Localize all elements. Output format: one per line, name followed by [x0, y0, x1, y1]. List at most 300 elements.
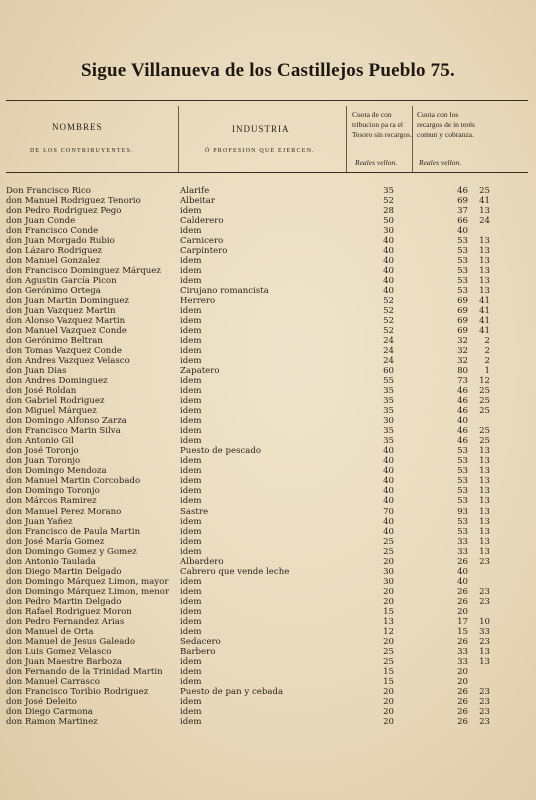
industry: Sedacero	[180, 636, 221, 647]
cuota-recargos-fraction: 2	[484, 336, 490, 347]
industry: Barbero	[180, 646, 216, 657]
cuota-recargos: 46	[457, 406, 468, 417]
industry: idem	[180, 576, 202, 587]
header-unit-2: Reales vellon.	[419, 158, 462, 167]
contributor-name: don Ramon Martinez	[6, 716, 98, 727]
cuota-tesoro: 15	[383, 676, 394, 687]
cuota-tesoro: 40	[383, 446, 394, 457]
table-row	[0, 426, 536, 436]
contributor-name: don José Deleito	[6, 696, 77, 707]
cuota-tesoro: 52	[383, 316, 394, 327]
cuota-recargos-fraction: 23	[479, 706, 490, 717]
cuota-recargos: 53	[457, 526, 468, 537]
cuota-recargos-fraction: 23	[479, 596, 490, 607]
cuota-recargos-fraction: 13	[479, 206, 490, 217]
cuota-recargos-fraction: 23	[479, 586, 490, 597]
cuota-recargos-fraction: 23	[479, 556, 490, 567]
industry: idem	[180, 416, 202, 427]
cuota-tesoro: 30	[383, 226, 394, 237]
cuota-recargos-fraction: 25	[479, 426, 490, 437]
cuota-recargos-fraction: 13	[479, 506, 490, 517]
contributor-name: don Pedro Rodriguez Pego	[6, 206, 122, 217]
cuota-recargos: 32	[457, 336, 468, 347]
table-row	[0, 346, 536, 356]
industry: Calderero	[180, 216, 224, 227]
cuota-tesoro: 35	[383, 406, 394, 417]
cuota-recargos-fraction: 13	[479, 446, 490, 457]
cuota-recargos: 26	[457, 686, 468, 697]
contributor-name: don Juan Martin Dominguez	[6, 296, 129, 307]
cuota-tesoro: 20	[383, 556, 394, 567]
industry: idem	[180, 206, 202, 217]
table-row	[0, 587, 536, 597]
industry: idem	[180, 436, 202, 447]
industry: idem	[180, 696, 202, 707]
cuota-recargos-fraction: 13	[479, 466, 490, 477]
cuota-recargos-fraction: 25	[479, 186, 490, 196]
table-row	[0, 216, 536, 226]
cuota-recargos-fraction: 41	[479, 306, 490, 317]
contributor-name: don Juan Toronjo	[6, 456, 81, 467]
table-row	[0, 567, 536, 577]
contributor-name: don Manuel Gonzalez	[6, 256, 101, 267]
cuota-recargos: 26	[457, 706, 468, 717]
cuota-tesoro: 50	[383, 216, 394, 227]
industry: idem	[180, 396, 202, 407]
cuota-tesoro: 40	[383, 486, 394, 497]
cuota-recargos: 53	[457, 456, 468, 467]
table-row	[0, 627, 536, 637]
table-row	[0, 517, 536, 527]
industry: idem	[180, 336, 202, 347]
header-unit-1: Reales vellon.	[355, 158, 398, 167]
table-row	[0, 306, 536, 316]
cuota-recargos: 53	[457, 486, 468, 497]
industry: idem	[180, 476, 202, 487]
cuota-tesoro: 30	[383, 576, 394, 587]
contributor-name: don Juan Yañez	[6, 516, 73, 527]
table-row	[0, 486, 536, 496]
contributor-name: don Francisco Toribio Rodriguez	[6, 686, 149, 697]
cuota-recargos: 69	[457, 316, 468, 327]
cuota-tesoro: 35	[383, 386, 394, 397]
cuota-recargos: 46	[457, 186, 468, 196]
contributor-name: don Juan Morgado Rubio	[6, 236, 115, 247]
table-row	[0, 236, 536, 246]
industry: idem	[180, 586, 202, 597]
contributor-name: don Manuel Carrasco	[6, 676, 100, 687]
table-row	[0, 276, 536, 286]
cuota-tesoro: 40	[383, 276, 394, 287]
table-row	[0, 226, 536, 236]
industry: idem	[180, 546, 202, 557]
cuota-tesoro: 40	[383, 456, 394, 467]
header-industria: INDUSTRIA	[232, 124, 290, 134]
cuota-recargos-fraction: 13	[479, 456, 490, 467]
industry: Puesto de pan y cebada	[180, 686, 284, 697]
cuota-recargos: 69	[457, 196, 468, 207]
industry: idem	[180, 276, 202, 287]
cuota-tesoro: 40	[383, 476, 394, 487]
industry: idem	[180, 466, 202, 477]
cuota-tesoro: 15	[383, 666, 394, 677]
table-row	[0, 496, 536, 506]
cuota-tesoro: 20	[383, 706, 394, 717]
table-row	[0, 416, 536, 426]
table-row	[0, 376, 536, 386]
cuota-tesoro: 24	[383, 346, 394, 357]
table-row	[0, 476, 536, 486]
contributor-name: don Manuel Perez Morano	[6, 506, 122, 517]
table-row	[0, 647, 536, 657]
cuota-tesoro: 40	[383, 236, 394, 247]
cuota-tesoro: 20	[383, 716, 394, 727]
industry: idem	[180, 536, 202, 547]
cuota-recargos: 33	[457, 646, 468, 657]
contributor-name: don Domingo Gomez y Gomez	[6, 546, 137, 557]
industry: Sastre	[180, 506, 209, 517]
contributor-name: don Lázaro Rodriguez	[6, 246, 103, 257]
contributor-name: don Manuel de Jesus Galeado	[6, 636, 136, 647]
industry: idem	[180, 226, 202, 237]
table-row	[0, 386, 536, 396]
cuota-recargos: 26	[457, 716, 468, 727]
cuota-recargos-fraction: 25	[479, 386, 490, 397]
table-row	[0, 717, 536, 727]
cuota-recargos-fraction: 13	[479, 276, 490, 287]
cuota-tesoro: 40	[383, 286, 394, 297]
cuota-recargos-fraction: 2	[484, 356, 490, 367]
cuota-recargos: 93	[457, 506, 468, 517]
cuota-recargos-fraction: 41	[479, 296, 490, 307]
cuota-recargos-fraction: 13	[479, 266, 490, 277]
header-cuota-recargos: Cuota con los recargos de in terés comun y cobranza.	[417, 110, 475, 139]
cuota-recargos: 32	[457, 356, 468, 367]
table-row	[0, 446, 536, 456]
cuota-recargos-fraction: 13	[479, 516, 490, 527]
industry: Carnicero	[180, 236, 224, 247]
industry: idem	[180, 406, 202, 417]
industry: idem	[180, 316, 202, 327]
cuota-recargos: 17	[457, 616, 468, 627]
cuota-recargos: 69	[457, 306, 468, 317]
cuota-recargos-fraction: 41	[479, 196, 490, 207]
contributor-name: don Francisco de Paula Martin	[6, 526, 141, 537]
industry: idem	[180, 716, 202, 727]
industry: Cirujano romancista	[180, 286, 269, 297]
cuota-tesoro: 20	[383, 586, 394, 597]
industry: idem	[180, 426, 202, 437]
industry: Herrero	[180, 296, 216, 307]
cuota-recargos-fraction: 13	[479, 476, 490, 487]
cuota-recargos: 46	[457, 396, 468, 407]
contributor-name: don Miguel Márquez	[6, 406, 97, 417]
cuota-recargos-fraction: 23	[479, 636, 490, 647]
industry: idem	[180, 256, 202, 267]
contributor-name: don José Roldan	[6, 386, 77, 397]
table-row	[0, 577, 536, 587]
cuota-recargos: 32	[457, 346, 468, 357]
industry: idem	[180, 386, 202, 397]
cuota-recargos-fraction: 13	[479, 536, 490, 547]
cuota-tesoro: 13	[383, 616, 394, 627]
cuota-recargos-fraction: 13	[479, 656, 490, 667]
table-row	[0, 697, 536, 707]
cuota-tesoro: 40	[383, 246, 394, 257]
table-row	[0, 196, 536, 206]
table-row	[0, 316, 536, 326]
cuota-recargos-fraction: 13	[479, 286, 490, 297]
contributor-name: don Pedro Fernandez Arias	[6, 616, 125, 627]
cuota-tesoro: 52	[383, 196, 394, 207]
cuota-recargos-fraction: 13	[479, 546, 490, 557]
cuota-recargos-fraction: 33	[479, 626, 490, 637]
table-row	[0, 436, 536, 446]
cuota-tesoro: 35	[383, 436, 394, 447]
contributor-name: don Juan Conde	[6, 216, 76, 227]
contributor-name: don José Toronjo	[6, 446, 79, 457]
cuota-tesoro: 20	[383, 696, 394, 707]
contributor-name: don Domingo Alfonso Zarza	[6, 416, 127, 427]
cuota-recargos-fraction: 25	[479, 396, 490, 407]
table-row	[0, 687, 536, 697]
cuota-recargos-fraction: 23	[479, 696, 490, 707]
contributor-name: don Andres Vazquez Velasco	[6, 356, 130, 367]
cuota-recargos: 53	[457, 266, 468, 277]
cuota-tesoro: 40	[383, 526, 394, 537]
page-title: Sigue Villanueva de los Castillejos Pueblo 75.	[81, 60, 455, 81]
cuota-tesoro: 40	[383, 466, 394, 477]
cuota-recargos-fraction: 1	[484, 366, 490, 377]
cuota-tesoro: 25	[383, 536, 394, 547]
header-bottom-rule	[6, 172, 528, 173]
cuota-recargos: 53	[457, 246, 468, 257]
cuota-recargos: 46	[457, 436, 468, 447]
table-row	[0, 286, 536, 296]
table-row	[0, 246, 536, 256]
cuota-tesoro: 15	[383, 606, 394, 617]
industry: Albardero	[180, 556, 224, 567]
cuota-recargos: 46	[457, 386, 468, 397]
contributor-name: don Pedro Martin Delgado	[6, 596, 122, 607]
industry: Cabrero que vende leche	[180, 566, 290, 577]
cuota-tesoro: 25	[383, 546, 394, 557]
cuota-tesoro: 24	[383, 336, 394, 347]
cuota-tesoro: 60	[383, 366, 394, 377]
cuota-recargos: 33	[457, 656, 468, 667]
cuota-recargos-fraction: 23	[479, 716, 490, 727]
cuota-recargos: 53	[457, 446, 468, 457]
contributor-name: don Diego Martin Delgado	[6, 566, 122, 577]
contributor-name: don Fernando de la Trinidad Martin	[6, 666, 163, 677]
table-row	[0, 707, 536, 717]
industry: idem	[180, 496, 202, 507]
contributor-name: don Domingo Mendoza	[6, 466, 107, 477]
cuota-tesoro: 20	[383, 686, 394, 697]
contributor-name: Don Francisco Rico	[6, 186, 91, 196]
table-row	[0, 607, 536, 617]
cuota-recargos: 53	[457, 466, 468, 477]
cuota-tesoro: 35	[383, 426, 394, 437]
cuota-recargos: 46	[457, 426, 468, 437]
cuota-recargos-fraction: 25	[479, 436, 490, 447]
industry: idem	[180, 526, 202, 537]
industry: Albeitar	[180, 196, 215, 207]
contributor-name: don Márcos Ramirez	[6, 496, 97, 507]
contributor-name: don Agustin García Picon	[6, 276, 117, 287]
cuota-recargos: 80	[457, 366, 468, 377]
contributor-name: don Juan Vazquez Martin	[6, 306, 116, 317]
column-divider	[178, 106, 179, 172]
cuota-recargos: 33	[457, 536, 468, 547]
cuota-recargos: 53	[457, 516, 468, 527]
cuota-recargos-fraction: 24	[479, 216, 490, 227]
cuota-tesoro: 35	[383, 396, 394, 407]
cuota-tesoro: 40	[383, 516, 394, 527]
cuota-tesoro: 52	[383, 296, 394, 307]
industry: idem	[180, 676, 202, 687]
contributor-name: don Juan Maestre Barboza	[6, 656, 122, 667]
cuota-recargos: 20	[457, 666, 468, 677]
header-industria-sub: Ó PROFESION QUE EJERCEN.	[205, 148, 315, 154]
cuota-recargos: 69	[457, 326, 468, 337]
industry: idem	[180, 626, 202, 637]
industry: Carpintero	[180, 246, 228, 257]
table-row	[0, 507, 536, 517]
cuota-tesoro: 25	[383, 646, 394, 657]
table-row	[0, 667, 536, 677]
cuota-recargos-fraction: 13	[479, 646, 490, 657]
cuota-tesoro: 25	[383, 656, 394, 667]
table-row	[0, 456, 536, 466]
contributor-name: don Domingo Márquez Limon, menor	[6, 586, 170, 597]
cuota-recargos-fraction: 13	[479, 486, 490, 497]
contributor-name: don Antonio Taulada	[6, 556, 96, 567]
cuota-recargos: 73	[457, 376, 468, 387]
contributor-name: don Gabriel Rodriguez	[6, 396, 105, 407]
cuota-recargos: 26	[457, 696, 468, 707]
contributor-name: don Francisco Conde	[6, 226, 99, 237]
industry: idem	[180, 346, 202, 357]
industry: idem	[180, 306, 202, 317]
industry: idem	[180, 266, 202, 277]
header-cuota-tesoro: Cuota de con tribucion pa ra el Tesoro sin recargos.	[352, 110, 412, 139]
contributor-name: don Andres Dominguez	[6, 376, 108, 387]
header-top-rule	[6, 100, 528, 101]
industry: Puesto de pescado	[180, 446, 262, 457]
cuota-recargos: 53	[457, 286, 468, 297]
contributor-name: don Diego Carmona	[6, 706, 93, 717]
cuota-tesoro: 70	[383, 506, 394, 517]
industry: idem	[180, 666, 202, 677]
cuota-recargos-fraction: 23	[479, 686, 490, 697]
header-nombres-sub: DE LOS CONTRIBUYENTES.	[30, 148, 134, 154]
table-row	[0, 406, 536, 416]
cuota-recargos-fraction: 41	[479, 326, 490, 337]
cuota-recargos: 40	[457, 566, 468, 577]
cuota-recargos: 20	[457, 606, 468, 617]
industry: idem	[180, 606, 202, 617]
table-row	[0, 557, 536, 567]
cuota-recargos: 40	[457, 226, 468, 237]
cuota-recargos: 40	[457, 576, 468, 587]
cuota-recargos-fraction: 12	[479, 376, 490, 387]
table-row	[0, 396, 536, 406]
table-row	[0, 336, 536, 346]
cuota-recargos-fraction: 13	[479, 246, 490, 257]
industry: idem	[180, 326, 202, 337]
cuota-recargos-fraction: 13	[479, 526, 490, 537]
contributors-table	[0, 186, 536, 727]
cuota-recargos: 15	[457, 626, 468, 637]
cuota-recargos-fraction: 13	[479, 256, 490, 267]
cuota-recargos: 26	[457, 636, 468, 647]
cuota-tesoro: 35	[383, 186, 394, 196]
table-row	[0, 256, 536, 266]
cuota-tesoro: 40	[383, 266, 394, 277]
contributor-name: don Manuel Rodriguez Tenorio	[6, 196, 141, 207]
contributor-name: don Manuel Vazquez Conde	[6, 326, 127, 337]
cuota-recargos-fraction: 41	[479, 316, 490, 327]
contributor-name: don Gerónimo Beltran	[6, 336, 103, 347]
cuota-recargos: 20	[457, 676, 468, 687]
cuota-tesoro: 24	[383, 356, 394, 367]
table-row	[0, 326, 536, 336]
cuota-recargos: 37	[457, 206, 468, 217]
column-divider	[346, 106, 347, 172]
cuota-tesoro: 40	[383, 496, 394, 507]
cuota-recargos-fraction: 13	[479, 236, 490, 247]
table-row	[0, 597, 536, 607]
contributor-name: don José María Gomez	[6, 536, 105, 547]
table-row	[0, 186, 536, 196]
table-row	[0, 206, 536, 216]
contributor-name: don Manuel Martin Corcobado	[6, 476, 141, 487]
table-row	[0, 657, 536, 667]
cuota-recargos: 40	[457, 416, 468, 427]
cuota-recargos: 53	[457, 496, 468, 507]
cuota-tesoro: 55	[383, 376, 394, 387]
industry: Zapatero	[180, 366, 220, 377]
table-row	[0, 677, 536, 687]
cuota-recargos-fraction: 10	[479, 616, 490, 627]
cuota-recargos: 69	[457, 296, 468, 307]
table-row	[0, 356, 536, 366]
cuota-recargos: 26	[457, 556, 468, 567]
contributor-name: don Antonio Gil	[6, 436, 74, 447]
cuota-tesoro: 52	[383, 306, 394, 317]
industry: idem	[180, 596, 202, 607]
cuota-recargos-fraction: 2	[484, 346, 490, 357]
cuota-tesoro: 20	[383, 636, 394, 647]
industry: idem	[180, 706, 202, 717]
contributor-name: don Domingo Toronjo	[6, 486, 100, 497]
cuota-recargos: 53	[457, 476, 468, 487]
cuota-recargos: 53	[457, 276, 468, 287]
table-row	[0, 547, 536, 557]
cuota-recargos: 33	[457, 546, 468, 557]
table-row	[0, 537, 536, 547]
cuota-recargos: 53	[457, 236, 468, 247]
table-row	[0, 617, 536, 627]
contributor-name: don Gerónimo Ortega	[6, 286, 101, 297]
contributor-name: don Domingo Márquez Limon, mayor	[6, 576, 169, 587]
cuota-recargos-fraction: 25	[479, 406, 490, 417]
cuota-tesoro: 52	[383, 326, 394, 337]
cuota-tesoro: 30	[383, 566, 394, 577]
cuota-recargos-fraction: 13	[479, 496, 490, 507]
industry: idem	[180, 616, 202, 627]
